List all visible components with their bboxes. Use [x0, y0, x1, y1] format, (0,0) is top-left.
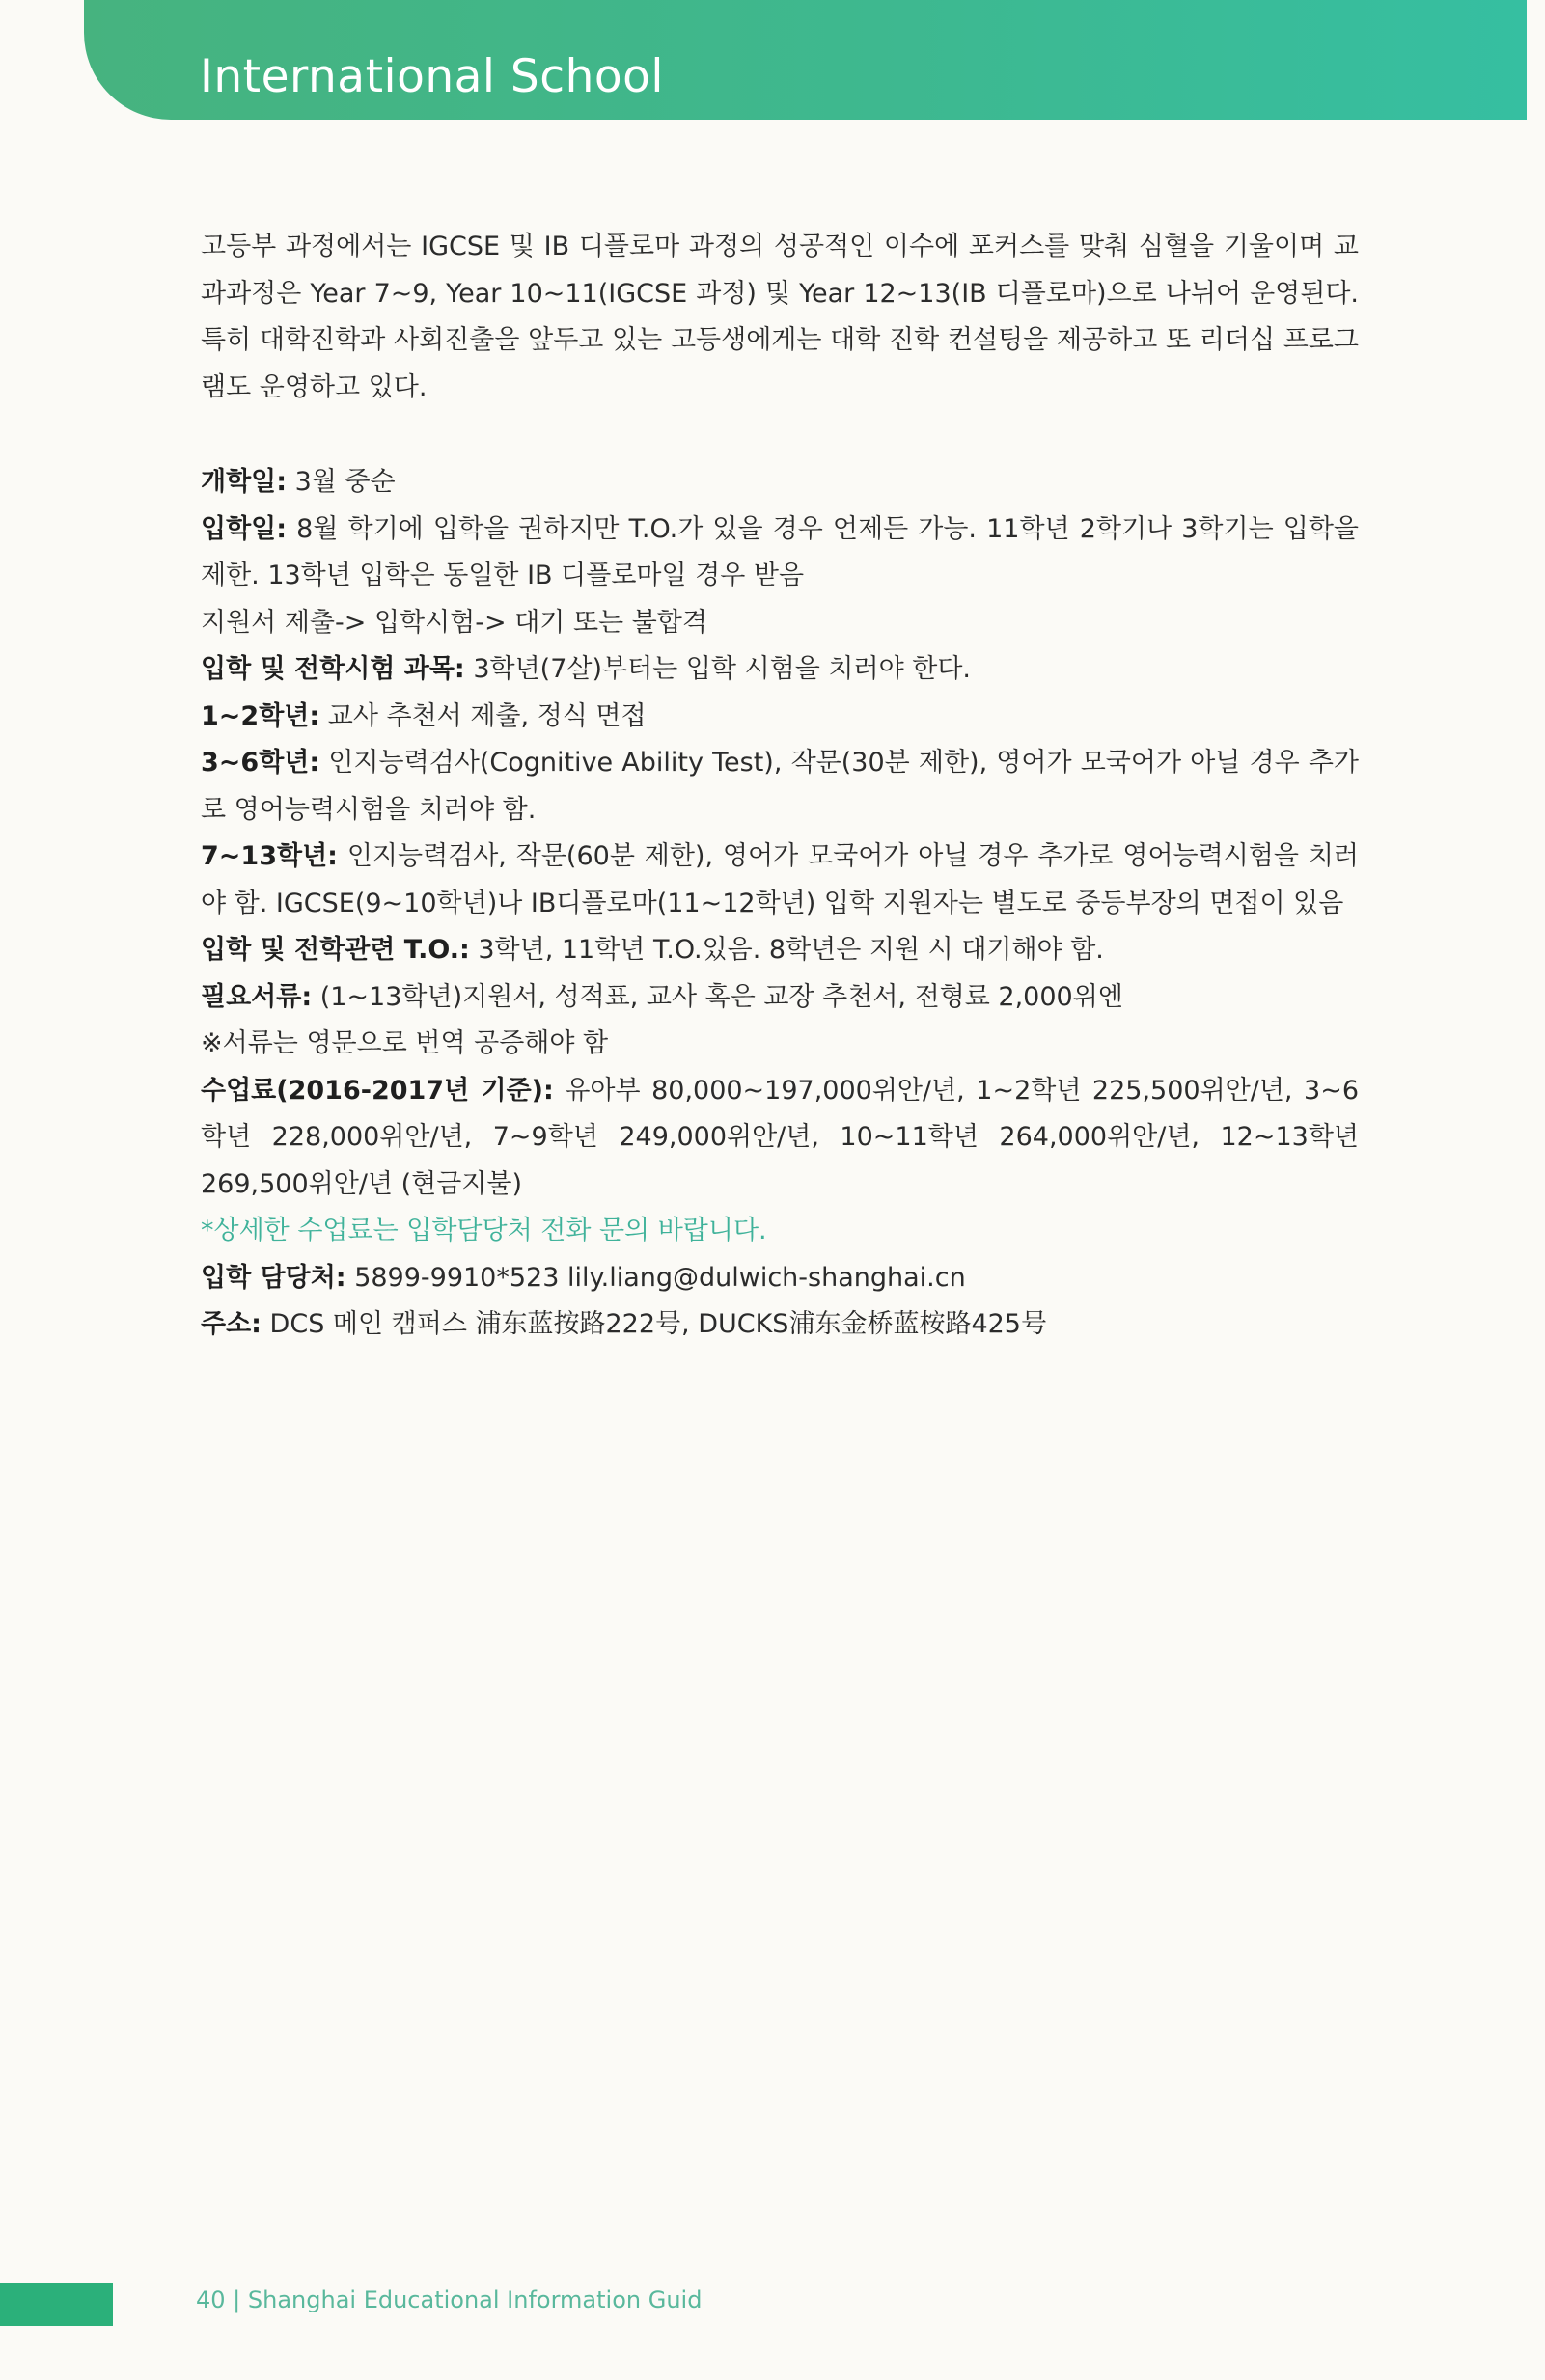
- info-grade-3-6: [201, 740, 1359, 834]
- info-documents: [201, 974, 1359, 1022]
- info-tuition-note: *상세한 수업료는 입학담당처 전화 문의 바랍니다.: [201, 1216, 767, 1245]
- info-grade-1-2: [201, 694, 1359, 741]
- info-value: 8월 학기에 입학을 권하지만 T.O.가 있을 경우 언제든 가능. 11학년 2학기나 3학기는 입학을 제한. 13학년 입학은 동일한 IB 디플로마일 경우 받음: [201, 513, 1359, 590]
- info-label: 입학 및 전학관련 T.O.:: [201, 935, 470, 965]
- info-label: 입학 담당처:: [201, 1262, 346, 1293]
- info-value: 3월 중순: [287, 467, 396, 497]
- info-grade-7-13: [201, 834, 1359, 927]
- info-label: 1~2학년:: [201, 700, 320, 731]
- info-label: 3~6학년:: [201, 748, 320, 778]
- article-body: [201, 224, 1359, 1349]
- info-label: 필요서류:: [201, 981, 313, 1012]
- intro-paragraph: 고등부 과정에서는 IGCSE 및 IB 디플로마 과정의 성공적인 이수에 포커스를 맞춰 심혈을 기울이며 교과과정은 Year 7~9, Year 10~11(IGCSE 과정) 및 Year 12~13(IB 디플로마)으로 나뉘어 운영된다. 특히 대학진학과 사회진출을 앞두고 있는 고등생에게는 대학 진학 컨설팅을 제공하고 또 리더십 프로그램도 운영하고 있다.: [201, 232, 1359, 402]
- info-value: 유아부 80,000~197,000위안/년, 1~2학년 225,500위안/년, 3~6학년 228,000위안/년, 7~9학년 249,000위안/년, 10~11학년 264,000위안/년, 12~13학년 269,500위안/년 (현금지불): [201, 1075, 1359, 1199]
- page-footer: 40 | Shanghai Educational Information Guid: [196, 2286, 703, 2313]
- info-value: 5899-9910*523 lily.liang@dulwich-shanghai.cn: [345, 1262, 966, 1293]
- info-documents-note: ※서류는 영문으로 번역 공증해야 함: [201, 1028, 609, 1058]
- info-label: 7~13학년:: [201, 841, 338, 871]
- info-value: (1~13학년)지원서, 성적표, 교사 혹은 교장 추천서, 전형료 2,000위엔: [312, 981, 1123, 1012]
- info-value: 인지능력검사(Cognitive Ability Test), 작문(30분 제한), 영어가 모국어가 아닐 경우 추가로 영어능력시험을 치러야 함.: [201, 748, 1359, 825]
- footer-accent-bar: [0, 2283, 113, 2326]
- info-label: 개학일:: [201, 467, 288, 497]
- info-contact: [201, 1255, 1359, 1302]
- info-value: 3학년(7살)부터는 입학 시험을 치러야 한다.: [464, 654, 971, 684]
- info-transfer-to: [201, 927, 1359, 974]
- section-title: International School: [200, 50, 664, 103]
- info-value: 교사 추천서 제출, 정식 면접: [319, 700, 647, 731]
- info-opening-date: [201, 459, 1359, 506]
- info-value: 인지능력검사, 작문(60분 제한), 영어가 모국어가 아닐 경우 추가로 영어능력시험을 치러야 함. IGCSE(9~10학년)나 IB디플로마(11~12학년) 입학 지원자는 별도로 중등부장의 면접이 있음: [201, 841, 1359, 918]
- info-label: 수업료(2016-2017년 기준):: [201, 1075, 554, 1106]
- info-tuition: [201, 1068, 1359, 1209]
- info-exam-subjects: [201, 646, 1359, 694]
- info-label: 주소:: [201, 1309, 262, 1339]
- info-label: 입학일:: [201, 513, 288, 544]
- info-admission-date: [201, 506, 1359, 600]
- info-admission-process: 지원서 제출-> 입학시험-> 대기 또는 불합격: [201, 607, 707, 638]
- info-label: 입학 및 전학시험 과목:: [201, 654, 465, 684]
- info-value: DCS 메인 캠퍼스 浦东蓝按路222号, DUCKS浦东金桥蓝桉路425号: [261, 1309, 1047, 1339]
- info-value: 3학년, 11학년 T.O.있음. 8학년은 지원 시 대기해야 함.: [469, 935, 1104, 965]
- info-address: [201, 1301, 1359, 1349]
